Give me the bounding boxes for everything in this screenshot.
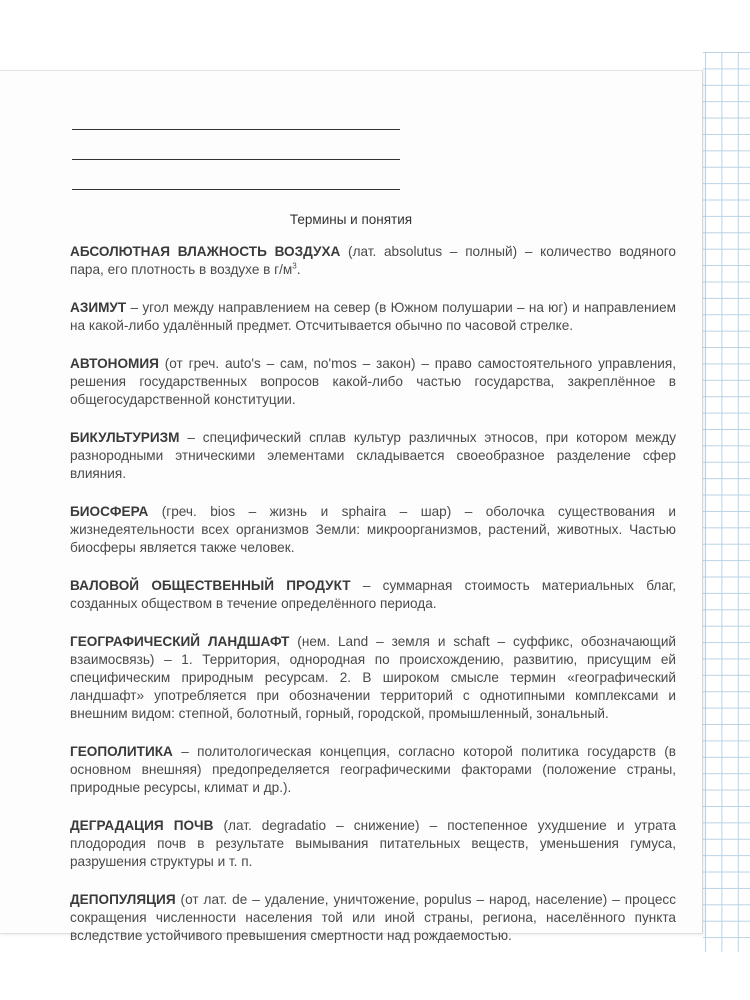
glossary-entry xyxy=(70,743,676,797)
glossary-entry xyxy=(70,355,676,409)
glossary-definition: (от лат. de – удаление, уничтожение, populus – народ, население) – процесс сокращения численности населения той или иной страны, региона, населённого пункта вследствие устойчивого превышения смертности над рождаемостью. xyxy=(70,892,676,943)
glossary-entry xyxy=(70,503,676,557)
glossary-list xyxy=(70,243,676,965)
glossary-entry xyxy=(70,891,676,945)
glossary-entry xyxy=(70,299,676,335)
glossary-definition: (греч. bios – жизнь и sphaira – шар) – оболочка существования и жизнедеятельности всех организмов Земли: микроорганизмов, растений, животных. Частью биосферы является также человек. xyxy=(70,504,676,555)
blank-writing-line-3 xyxy=(72,189,400,190)
glossary-definition: – суммарная стоимость материальных благ, созданных обществом в течение определённого периода. xyxy=(70,578,676,611)
blank-writing-line-2 xyxy=(72,159,400,160)
glossary-definition: (лат. absolutus – полный) – количество водяного пара, его плотность в воздухе в г/м xyxy=(70,244,676,277)
glossary-definition: (нем. Land – земля и schaft – суффикс, обозначающий взаимосвязь) – 1. Территория, однородная по происхождению, развитию, присущим ей специфическим природным ресурсам. 2. В широком смысле термин «географический ландшафт» употребляется при обозначении территорий с однотипными комплексами и внешним видом: степной, болотный, горный, городской, промышленный, зональный. xyxy=(70,634,677,721)
glossary-entry xyxy=(70,429,676,483)
glossary-term: ДЕПОПУЛЯЦИЯ xyxy=(70,892,176,907)
graph-paper-strip xyxy=(703,52,750,952)
glossary-entry xyxy=(70,817,676,871)
glossary-term: БИОСФЕРА xyxy=(70,504,149,519)
glossary-definition: (от греч. auto's – сам, no'mos – закон) – право самостоятельного управления, решения государственных вопросов какой-либо частью государства, закреплённое в общегосударственной конституции. xyxy=(70,356,676,407)
glossary-definition: – специфический сплав культур различных этносов, при котором между разнородными этническими элементами складывается своеобразное разделение сфер влияния. xyxy=(70,430,676,481)
glossary-entry xyxy=(70,243,676,279)
glossary-definition: – политологическая концепция, согласно которой политика государств (в основном внешняя) предопределяется географическими факторами (положение страны, природные ресурсы, климат и др.). xyxy=(70,744,676,795)
glossary-term: ГЕОГРАФИЧЕСКИЙ ЛАНДШАФТ xyxy=(70,634,290,649)
blank-writing-line-1 xyxy=(72,129,400,130)
glossary-term: ДЕГРАДАЦИЯ ПОЧВ xyxy=(70,818,214,833)
glossary-term: ГЕОПОЛИТИКА xyxy=(70,744,173,759)
glossary-definition: (лат. degradatio – снижение) – постепенное ухудшение и утрата плодородия почв в результате вымывания питательных веществ, уменьшения гумуса, разрушения структуры и т. п. xyxy=(70,818,676,869)
glossary-term: АЗИМУТ xyxy=(70,300,127,315)
glossary-term: БИКУЛЬТУРИЗМ xyxy=(70,430,180,445)
glossary-term: АВТОНОМИЯ xyxy=(70,356,159,371)
glossary-definition: – угол между направлением на север (в Южном полушарии – на юг) и направлением на какой-либо удалённый предмет. Отсчитывается обычно по часовой стрелке. xyxy=(70,300,676,333)
superscript-exponent: 3 xyxy=(292,261,297,271)
page-title: Термины и понятия xyxy=(289,212,413,227)
glossary-term: АБСОЛЮТНАЯ ВЛАЖНОСТЬ ВОЗДУХА xyxy=(70,244,341,259)
glossary-entry xyxy=(70,577,676,613)
glossary-entry xyxy=(70,633,676,723)
definition-tail: . xyxy=(296,262,301,277)
glossary-term: ВАЛОВОЙ ОБЩЕСТВЕННЫЙ ПРОДУКТ xyxy=(70,578,351,593)
